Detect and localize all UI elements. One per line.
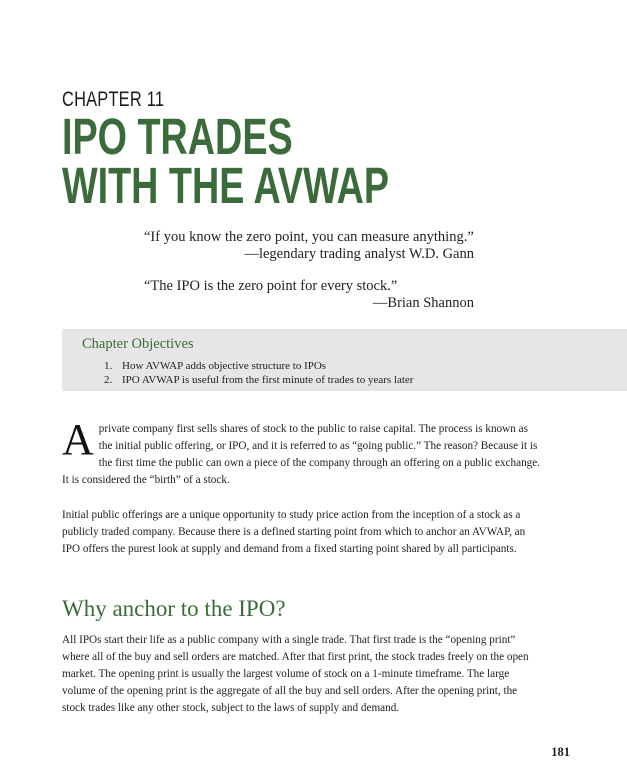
chapter-objectives-title: Chapter Objectives <box>82 336 194 352</box>
objective-text: IPO AVWAP is useful from the first minute of trades to years later <box>122 374 414 386</box>
objective-number: 1. <box>104 360 113 372</box>
section-paragraph <box>62 632 542 717</box>
drop-cap: A <box>62 415 94 464</box>
objective-item <box>104 373 413 387</box>
objective-number: 2. <box>104 374 113 386</box>
chapter-objectives-list <box>104 359 413 387</box>
section-heading: Why anchor to the IPO? <box>62 596 286 621</box>
intro-paragraph <box>62 415 542 489</box>
page-number: 181 <box>551 745 570 759</box>
chapter-title <box>62 108 390 214</box>
epigraph-attribution: —legendary trading analyst W.D. Gann <box>244 246 474 262</box>
objective-text: How AVWAP adds objective structure to IPOs <box>122 360 327 372</box>
body-paragraph-text: Initial public offerings are a unique opportunity to study price action from the inception of a stock as a publicly traded company. Because there is a defined starting point from which to anchor an AVWAP, an IPO offers the purest look at supply and demand from a fixed starting point shared by all participants. <box>62 509 526 555</box>
intro-text: private company first sells shares of stock to the public to raise capital. The process is known as the initial public offering, or IPO, and it is referred to as “going public.” The reason? Because it is the first time the public can own a piece of the company through an offering on a public exchange. It is considered the “birth” of a stock. <box>62 423 541 486</box>
epigraph-gann <box>144 229 474 263</box>
objective-item <box>104 359 413 373</box>
epigraph-quote: “The IPO is the zero point for every stock.” <box>144 278 398 294</box>
chapter-label: CHAPTER 11 <box>62 88 165 111</box>
chapter-objectives-box <box>62 329 627 391</box>
body-paragraph <box>62 507 542 558</box>
chapter-title-line-1: IPO TRADES <box>62 108 293 165</box>
epigraph-attribution: —Brian Shannon <box>372 295 474 311</box>
section-paragraph-text: All IPOs start their life as a public company with a single trade. That first trade is the “opening print” where all of the buy and sell orders are matched. After that first print, the stock trades freely on the open market. The opening print is usually the largest volume of stock on a 1-minute timeframe. The large volume of the opening print is the aggregate of all the buy and sell orders. After the opening print, the stock trades like any other stock, subject to the laws of supply and demand. <box>62 634 529 714</box>
chapter-title-line-2: WITH THE AVWAP <box>62 157 390 214</box>
epigraph-shannon <box>144 278 474 312</box>
epigraph-quote: “If you know the zero point, you can measure anything.” <box>144 229 474 245</box>
